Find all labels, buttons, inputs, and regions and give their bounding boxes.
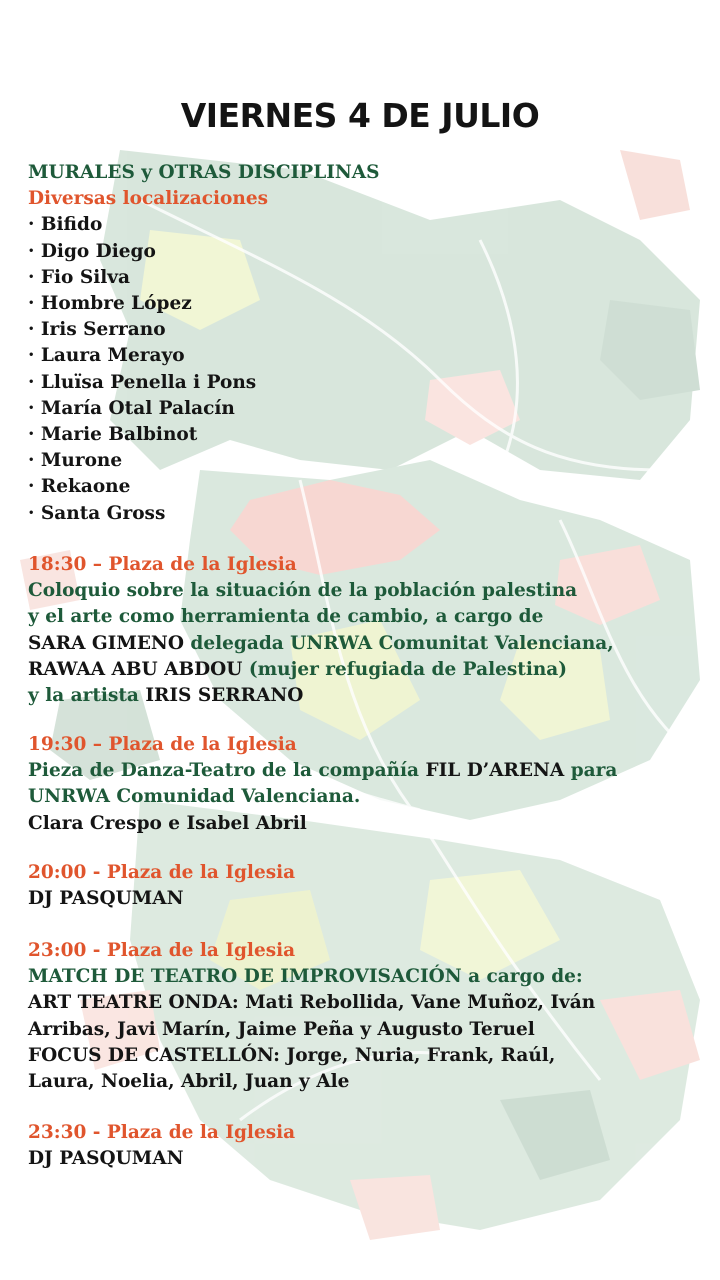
event-time-location: 23:00 - Plaza de la Iglesia bbox=[28, 940, 296, 961]
murales-location: Diversas localizaciones bbox=[28, 188, 269, 210]
event-2000 bbox=[28, 860, 295, 912]
event-description: MATCH DE TEATRO DE IMPROVISACIÓN a cargo de: bbox=[28, 966, 583, 988]
murales-section bbox=[28, 160, 379, 527]
event-1930 bbox=[28, 732, 617, 837]
event-description bbox=[28, 758, 617, 784]
artist-list-item: · Rekaone bbox=[28, 474, 379, 500]
event-1830 bbox=[28, 552, 614, 709]
artist-list-item: · María Otal Palacín bbox=[28, 396, 379, 422]
artist-list-item: · Murone bbox=[28, 448, 379, 474]
company-name: FIL D’ARENA bbox=[425, 760, 565, 782]
event-performers: Clara Crespo e Isabel Abril bbox=[28, 812, 307, 834]
artist-list-item: · Santa Gross bbox=[28, 501, 379, 527]
event-description: y el arte como herramienta de cambio, a cargo de bbox=[28, 606, 544, 628]
event-2330 bbox=[28, 1120, 295, 1172]
artist-list-item: · Digo Diego bbox=[28, 239, 379, 265]
murales-heading: MURALES y OTRAS DISCIPLINAS bbox=[28, 162, 380, 183]
speaker-role: y la artista bbox=[28, 685, 146, 707]
artist-list-item: · Laura Merayo bbox=[28, 343, 379, 369]
artist-list-item: · Fio Silva bbox=[28, 265, 379, 291]
event-speaker-line bbox=[28, 683, 614, 709]
event-speaker-line bbox=[28, 657, 614, 683]
artist-list-item: · Lluïsa Penella i Pons bbox=[28, 370, 379, 396]
event-time-location: 20:00 - Plaza de la Iglesia bbox=[28, 862, 296, 883]
event-performers: DJ PASQUMAN bbox=[28, 1148, 184, 1170]
event-description: UNRWA Comunidad Valenciana. bbox=[28, 786, 361, 808]
event-performers: Laura, Noelia, Abril, Juan y Ale bbox=[28, 1071, 350, 1093]
map-patch bbox=[350, 1175, 440, 1240]
speaker-name: RAWAA ABU ABDOU bbox=[28, 658, 243, 680]
artist-list-item: · Bifido bbox=[28, 212, 379, 238]
speaker-role: delegada UNRWA Comunitat Valenciana, bbox=[183, 632, 614, 654]
artist-list-item: · Hombre López bbox=[28, 291, 379, 317]
event-performers: DJ PASQUMAN bbox=[28, 888, 184, 910]
event-performers: Arribas, Javi Marín, Jaime Peña y Augusto Teruel bbox=[28, 1018, 535, 1040]
event-performers: FOCUS DE CASTELLÓN: Jorge, Nuria, Frank, Raúl, bbox=[28, 1044, 556, 1066]
event-description-text: para bbox=[564, 760, 618, 782]
event-description: Coloquio sobre la situación de la población palestina bbox=[28, 580, 578, 602]
speaker-role: (mujer refugiada de Palestina) bbox=[242, 658, 568, 680]
speaker-name: IRIS SERRANO bbox=[145, 685, 304, 707]
event-description-text: Pieza de Danza-Teatro de la compañía bbox=[28, 760, 426, 782]
artist-list-item: · Iris Serrano bbox=[28, 317, 379, 343]
event-time-location: 23:30 - Plaza de la Iglesia bbox=[28, 1122, 296, 1143]
event-time-location: 18:30 – Plaza de la Iglesia bbox=[28, 554, 297, 575]
event-speaker-line bbox=[28, 631, 614, 657]
event-time-location: 19:30 – Plaza de la Iglesia bbox=[28, 734, 297, 755]
event-2300 bbox=[28, 938, 595, 1095]
artist-list-item: · Marie Balbinot bbox=[28, 422, 379, 448]
event-performers: ART TEATRE ONDA: Mati Rebollida, Vane Muñoz, Iván bbox=[28, 992, 596, 1014]
page-title: VIERNES 4 DE JULIO bbox=[180, 96, 540, 135]
speaker-name: SARA GIMENO bbox=[28, 632, 184, 654]
map-patch bbox=[620, 150, 690, 220]
